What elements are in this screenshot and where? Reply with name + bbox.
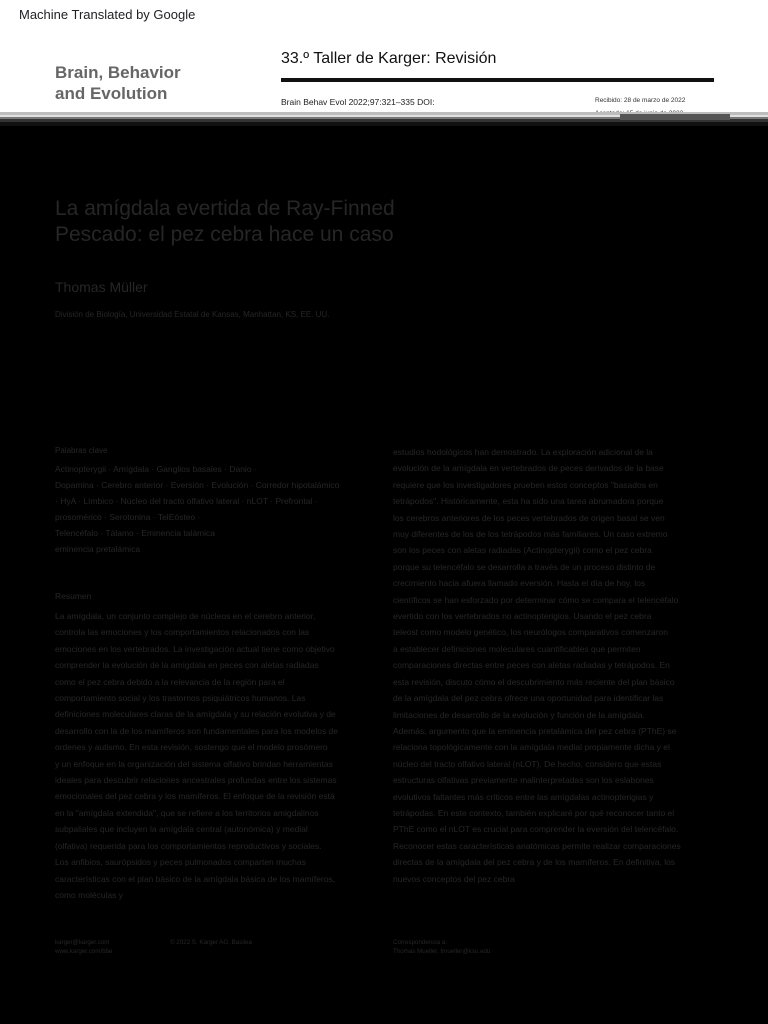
author-name: Thomas Müller (55, 279, 148, 295)
abstract-right-column: estudios hodológicos han demostrado. La exploración adicional de la evolución de la amígdala en vertebrados de peces derivados de la base requiere que los investigadores prueben estos conceptos "basados en tetrápodos". Históricamente, esta ha sido una tarea abrumadora porque los cerebros anteriores de los peces vertebrados de origen basal se ven muy diferentes de los de los tetrápodos más familiares. Un caso extremo son los peces con aletas radiadas (Actinopterygii) como el pez cebra porque su telencéfalo se desarrolla a través de un proceso distinto de crecimiento hacia afuera llamado eversión. Hasta el día de hoy, los científicos se han esforzado por determinar cómo se compara el telencéfalo evertido con los vertebrados no actinopterigios. Usando el pez cebra teleost como modelo genético, los neurólogos comparativos comenzaron a establecer definiciones moleculares cuantificables que permiten comparaciones directas entre peces con aletas radiadas y tetrápodos. En esta revisión, discuto cómo el descubrimiento más reciente del plan básico de la amígdala del pez cebra ofrece una oportunidad para identificar las limitaciones de desarrollo de la evolución y función de la amígdala. Además, argumento que la eminencia pretalámica del pez cebra (PThE) se relaciona topológicamente con la amígdala medial propiamente dicha y el núcleo del tracto olfativo lateral (nLOT). De hecho, considero que estas estructuras olfativas previamente malinterpretadas son los eslabones evolutivos faltantes más críticos entre las amígdalas actinopterigias y tetrápodas. En este contexto, también explicaré por qué reconocer tanto el PThE como el nLOT es crucial para comprender la eversión del telencéfalo. Reconocer estas características anatómicas permite realizar comparaciones directas de la amígdala del pez cebra y de los mamíferos. En definitiva, los nuevos conceptos del pez cebra (393, 447, 681, 884)
article-title: La amígdala evertida de Ray-Finned Pescado: el pez cebra hace un caso (55, 197, 395, 246)
keywords-heading: Palabras clave (55, 446, 108, 455)
machine-translated-label: Machine Translated by Google (19, 7, 196, 22)
author-affiliation: División de Biología, Universidad Estatal de Kansas, Manhattan, KS, EE. UU. (55, 310, 330, 319)
received-date: Recibido: 28 de marzo de 2022 (595, 97, 686, 104)
header-rule (281, 78, 714, 82)
translation-header (0, 0, 768, 112)
keywords-list: Actinopterygii · Amígdala · Ganglios basales · Danio · Dopamina · Cerebro anterior · Eversión · Evolución · Corredor hipotalámico · HyA · Límbico · Núcleo del tracto olfativo lateral · nLOT · Prefrontal · prosomérico · Serotonina · TelEósteo · Telencéfalo · Tálamo · Eminencia talámica eminencia pretalámica (55, 464, 340, 554)
citation-line: Brain Behav Evol 2022;97:321–335 DOI: (281, 97, 435, 107)
copyright-notice: © 2022 S. Karger AG, Basilea (170, 939, 252, 946)
journal-logo-text: Brain, Behavior and Evolution (55, 63, 181, 103)
publisher-contact: karger@karger.com www.karger.com/bbe (55, 939, 113, 955)
abstract-left-column: La amígdala, un conjunto complejo de núcleos en el cerebro anterior, controla las emociones y los comportamientos relacionados con las emociones en los vertebrados. La investigación actual tiene como objetivo comprender la evolución de la amígdala en peces con aletas radiadas como el pez cebra debido a la relevancia de la región para el comportamiento social y los trastornos psiquiátricos humanos. Las definiciones moleculares claras de la amígdala y su relación evolutiva y de desarrollo con la de los mamíferos son fundamentales para los modelos de ordenes y autismo. En esta revisión, sostengo que el modelo prosómero y un enfoque en la organización del sistema olfativo brindan herramientas ideales para descubrir relaciones ancestrales profundas entre los sistemas emocionales del pez cebra y los mamíferos. El enfoque de la revisión está en la "amígdala extendida", que se refiere a los territorios amigdalinos subpaliales que incluyen la amígdala central (autonómica) y medial (olfativa) requerida para los comportamientos reproductivos y sociales. Los anfibios, saurópsidos y peces pulmonados comparten muchas características con el plan básico de la amígdala básica de los mamíferos, como moléculas y (55, 611, 339, 900)
workshop-heading: 33.º Taller de Karger: Revisión (281, 50, 497, 67)
scan-artifact-strip (0, 112, 768, 126)
correspondence: Correspondencia a: Thomas Mueller, tmueller@ksu.edu (393, 939, 491, 955)
abstract-heading: Resumen (55, 591, 92, 601)
